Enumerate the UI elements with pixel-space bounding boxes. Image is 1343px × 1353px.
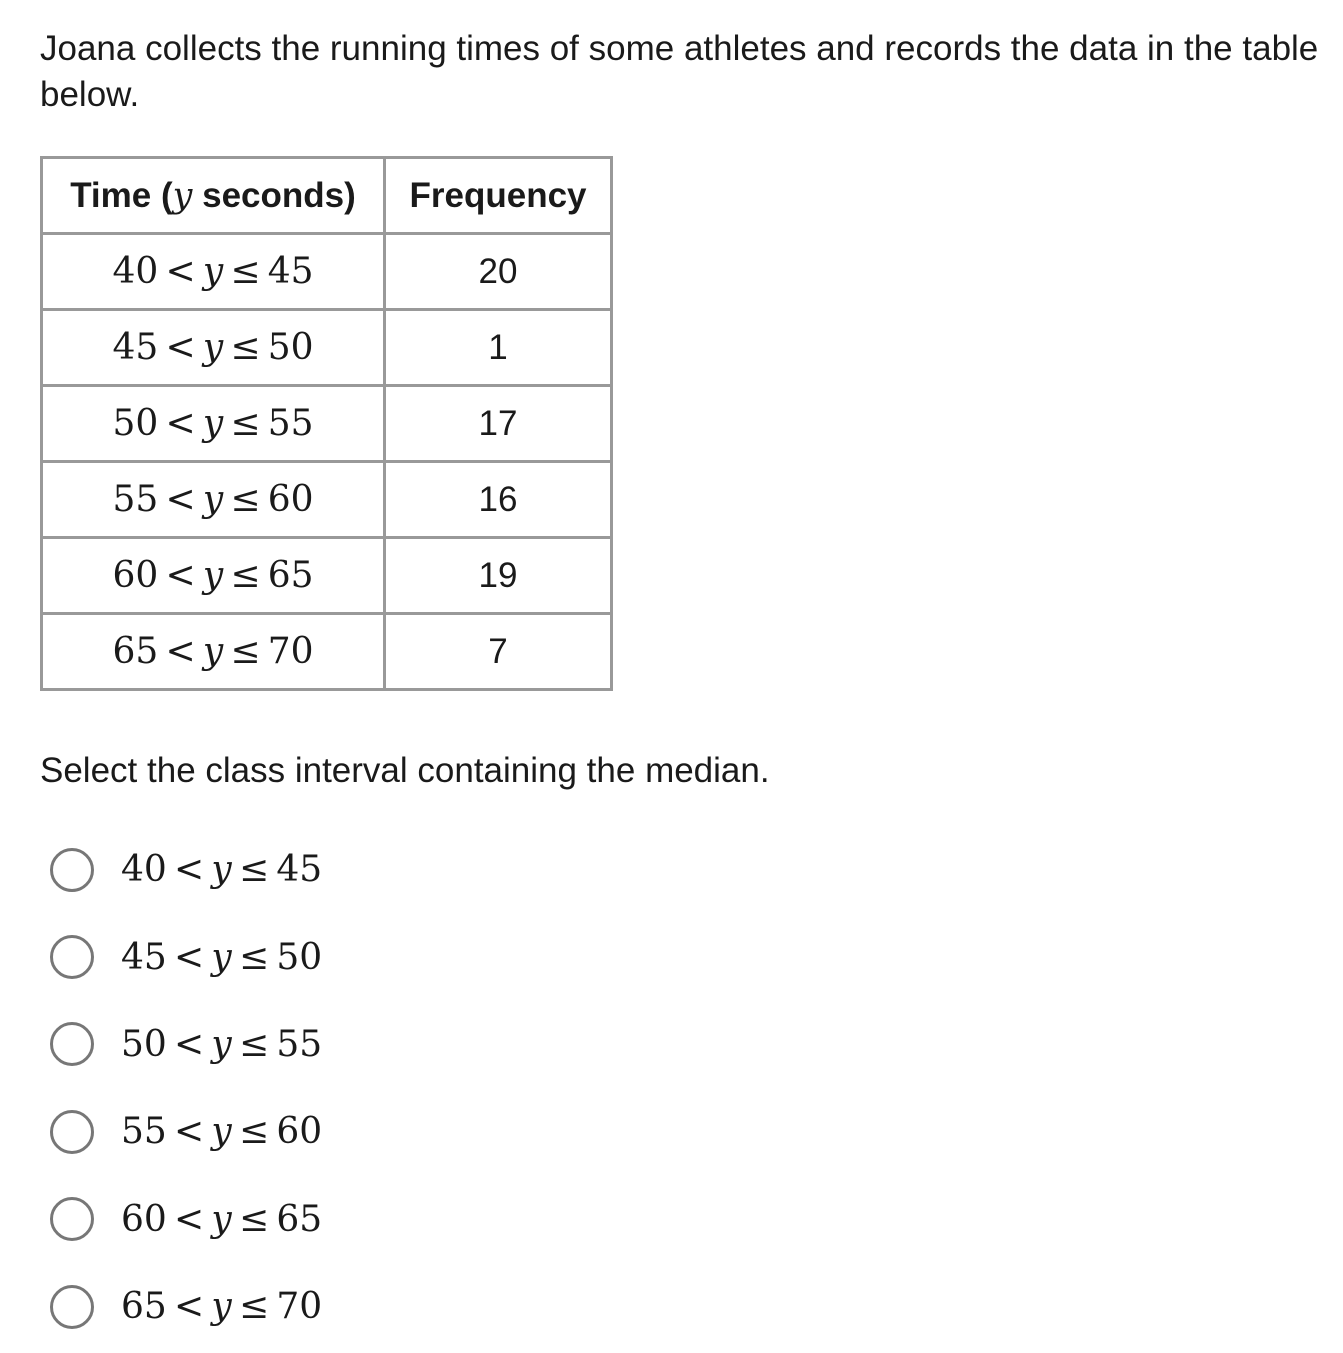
interval-expression: [112, 251, 313, 292]
interval-expression: [112, 631, 313, 672]
interval-var: y: [211, 1286, 232, 1328]
interval-le: ≤: [238, 1286, 270, 1328]
interval-lt: <: [165, 555, 196, 596]
interval-le: ≤: [238, 1198, 270, 1240]
interval-expression: [112, 403, 313, 444]
interval-le: ≤: [238, 936, 270, 978]
frequency-table: [40, 156, 613, 691]
time-interval-cell: [42, 538, 385, 614]
interval-lt: <: [165, 479, 196, 520]
header-time-variable: y: [172, 175, 193, 216]
interval-lower: 60: [121, 1198, 167, 1240]
header-time: Time (y seconds): [42, 158, 385, 234]
radio-button[interactable]: [50, 848, 94, 892]
interval-var: y: [211, 849, 232, 891]
interval-upper: 70: [276, 1286, 323, 1328]
interval-upper: 60: [276, 1111, 323, 1153]
interval-var: y: [202, 403, 224, 444]
radio-button[interactable]: [50, 1110, 94, 1154]
interval-var: y: [211, 936, 232, 978]
answer-option[interactable]: [50, 913, 322, 1000]
frequency-cell: 16: [385, 462, 612, 538]
interval-lt: <: [174, 849, 205, 891]
interval-expression: [112, 327, 313, 368]
interval-expression: [121, 1111, 322, 1152]
answer-option[interactable]: [50, 1001, 322, 1088]
interval-upper: 65: [276, 1198, 323, 1240]
interval-lower: 45: [112, 327, 159, 368]
interval-le: ≤: [230, 479, 261, 520]
interval-upper: 55: [276, 1023, 323, 1065]
interval-le: ≤: [238, 1111, 270, 1153]
interval-lt: <: [174, 1111, 205, 1153]
interval-expression: [121, 1199, 322, 1240]
interval-lt: <: [165, 327, 196, 368]
frequency-cell: 7: [385, 614, 612, 690]
time-interval-cell: [42, 310, 385, 386]
table-row: [42, 386, 612, 462]
frequency-cell: 19: [385, 538, 612, 614]
interval-lt: <: [174, 936, 205, 978]
interval-var: y: [202, 327, 224, 368]
interval-lower: 50: [121, 1023, 167, 1065]
table-row: [42, 234, 612, 310]
interval-expression: [112, 479, 313, 520]
interval-upper: 45: [267, 251, 314, 292]
time-interval-cell: [42, 386, 385, 462]
interval-lower: 65: [112, 631, 159, 672]
interval-le: ≤: [238, 849, 270, 891]
frequency-cell: 1: [385, 310, 612, 386]
time-interval-cell: [42, 462, 385, 538]
header-frequency: Frequency: [385, 158, 612, 234]
interval-upper: 50: [276, 936, 323, 978]
time-interval-cell: [42, 234, 385, 310]
interval-lower: 50: [112, 403, 159, 444]
interval-lt: <: [174, 1198, 205, 1240]
interval-lower: 40: [112, 251, 159, 292]
question-text: Joana collects the running times of some athletes and records the data in the table below.: [40, 29, 1319, 114]
interval-expression: [121, 849, 322, 890]
answer-option[interactable]: [50, 1263, 322, 1350]
interval-expression: [121, 1286, 322, 1327]
interval-le: ≤: [230, 631, 261, 672]
answer-options: [50, 826, 322, 1350]
table-row: [42, 538, 612, 614]
radio-button[interactable]: [50, 1197, 94, 1241]
radio-button[interactable]: [50, 1022, 94, 1066]
interval-lower: 55: [121, 1111, 167, 1153]
table-row: [42, 462, 612, 538]
answer-option[interactable]: [50, 826, 322, 913]
interval-le: ≤: [230, 251, 261, 292]
table-row: [42, 614, 612, 690]
prompt-text: Select the class interval containing the median.: [40, 751, 770, 790]
interval-var: y: [211, 1023, 232, 1065]
interval-lt: <: [165, 251, 196, 292]
interval-var: y: [202, 631, 224, 672]
interval-lower: 60: [112, 555, 159, 596]
answer-option[interactable]: [50, 1088, 322, 1175]
time-interval-cell: [42, 614, 385, 690]
radio-button[interactable]: [50, 1285, 94, 1329]
interval-lower: 45: [121, 936, 167, 978]
interval-var: y: [211, 1198, 232, 1240]
interval-expression: [121, 1024, 322, 1065]
radio-button[interactable]: [50, 935, 94, 979]
interval-var: y: [202, 555, 224, 596]
interval-upper: 55: [267, 403, 314, 444]
interval-upper: 70: [267, 631, 314, 672]
interval-upper: 60: [267, 479, 314, 520]
interval-lt: <: [174, 1023, 205, 1065]
interval-var: y: [211, 1111, 232, 1153]
interval-le: ≤: [230, 403, 261, 444]
interval-lt: <: [165, 403, 196, 444]
interval-var: y: [202, 479, 224, 520]
interval-upper: 45: [276, 849, 323, 891]
frequency-cell: 17: [385, 386, 612, 462]
interval-lt: <: [174, 1286, 205, 1328]
table-row: [42, 310, 612, 386]
table-header-row: [42, 158, 612, 234]
interval-expression: [112, 555, 313, 596]
frequency-cell: 20: [385, 234, 612, 310]
interval-upper: 65: [267, 555, 314, 596]
interval-lower: 40: [121, 849, 167, 891]
answer-option[interactable]: [50, 1176, 322, 1263]
interval-lower: 55: [112, 479, 159, 520]
interval-lower: 65: [121, 1286, 167, 1328]
interval-le: ≤: [230, 555, 261, 596]
interval-var: y: [202, 251, 224, 292]
interval-expression: [121, 937, 322, 978]
interval-upper: 50: [267, 327, 314, 368]
interval-le: ≤: [230, 327, 261, 368]
interval-le: ≤: [238, 1023, 270, 1065]
interval-lt: <: [165, 631, 196, 672]
